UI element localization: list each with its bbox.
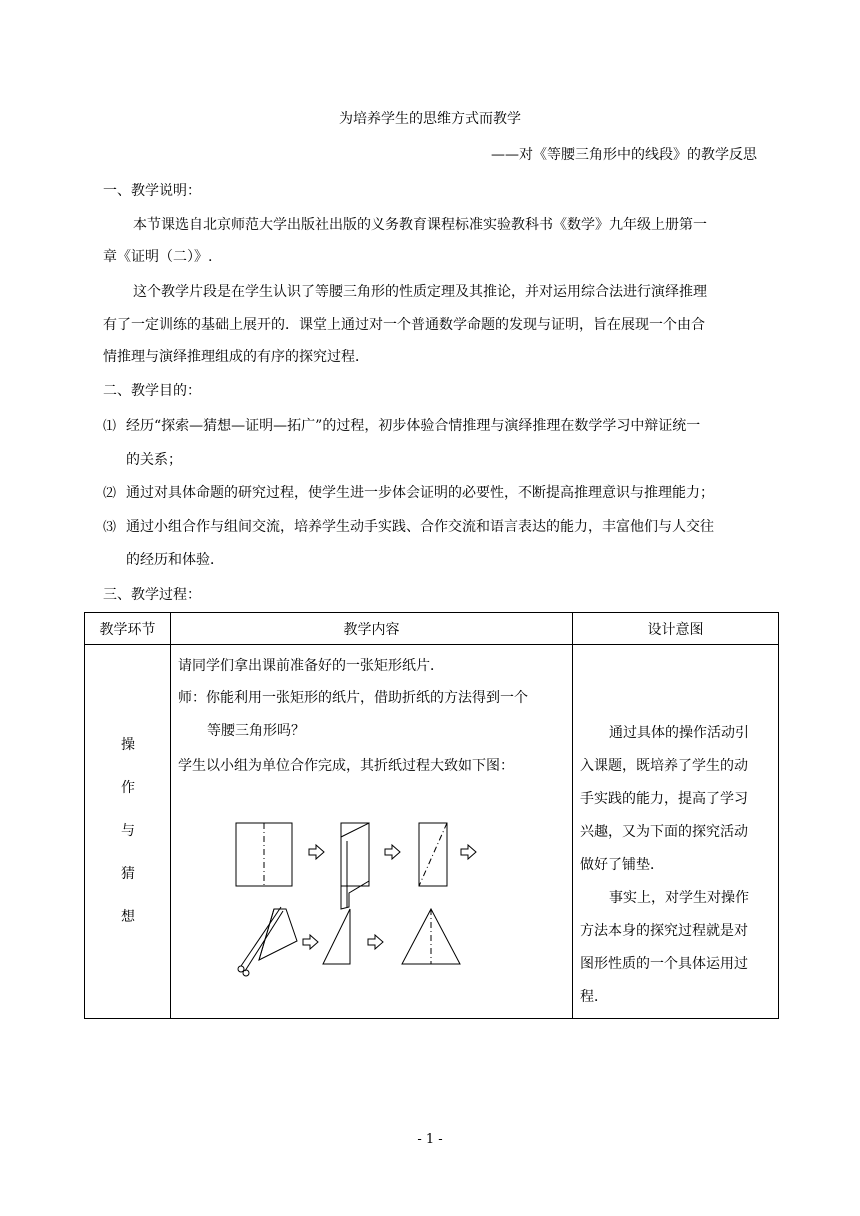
- intent-line-3: 手实践的能力，提高了学习: [580, 791, 748, 807]
- section1-para1-line2: 章《证明（二）》.: [103, 249, 213, 265]
- content-line-3: 等腰三角形吗？: [207, 723, 305, 739]
- stage-char-3: 与: [121, 823, 135, 839]
- goal-2-line1: 通过对具体命题的研究过程，使学生进一步体会证明的必要性，不断提高推理意识与推理能力；: [126, 485, 714, 501]
- goal-1-line2: 的关系；: [126, 452, 182, 468]
- stage-char-1: 操: [121, 737, 135, 753]
- goal-2-number: ⑵: [103, 486, 117, 501]
- section1-para2-line1: 这个教学片段是在学生认识了等腰三角形的性质定理及其推论，并对运用综合法进行演绎推理: [133, 284, 707, 300]
- goal-3-number: ⑶: [103, 520, 117, 535]
- folded-paper-figure: [341, 823, 369, 909]
- goal-1-line1: 经历“探索—猜想—证明—拓广”的过程，初步体验合情推理与演绎推理在数学学习中辩证统一: [126, 418, 701, 434]
- header-intent: 设计意图: [573, 613, 779, 645]
- stage-cell: [85, 645, 171, 1019]
- document-title: 为培养学生的思维方式而教学: [339, 111, 521, 127]
- teaching-process-table: [84, 612, 779, 1019]
- arrow-icon: [303, 935, 318, 949]
- section1-para2-line3: 情推理与演绎推理组成的有序的探究过程．: [103, 349, 369, 365]
- section1-para2-line2: 有了一定训练的基础上展开的．课堂上通过对一个普通数学命题的发现与证明，旨在展现一个由合: [103, 317, 705, 333]
- goal-3-line1: 通过小组合作与组间交流，培养学生动手实践、合作交流和语言表达的能力，丰富他们与人交往: [126, 519, 714, 535]
- intent-line-1: 通过具体的操作活动引: [609, 725, 749, 741]
- page-number: - 1 -: [417, 1132, 443, 1147]
- intent-line-8: 图形性质的一个具体运用过: [580, 956, 748, 972]
- intent-cell: [573, 645, 779, 1019]
- arrow-icon: [461, 845, 476, 859]
- rectangle-paper-figure: [236, 823, 292, 886]
- goal-3-line2: 的经历和体验．: [126, 552, 224, 568]
- cutting-figure: [238, 907, 297, 976]
- table-row: [85, 645, 779, 1019]
- content-line-2: 师：你能利用一张矩形的纸片，借助折纸的方法得到一个: [178, 690, 528, 706]
- content-cell: [171, 645, 573, 1019]
- goal-1-number: ⑴: [103, 419, 117, 434]
- header-content: 教学内容: [171, 613, 573, 645]
- stage-char-4: 猜: [121, 866, 135, 882]
- section2-heading: 二、教学目的：: [103, 383, 201, 399]
- paper-folding-diagram: [171, 783, 573, 983]
- intent-line-7: 方法本身的探究过程就是对: [580, 923, 748, 939]
- right-triangle-figure: [323, 909, 350, 964]
- table-header-row: [85, 613, 779, 645]
- arrow-icon: [368, 935, 383, 949]
- section3-heading: 三、教学过程：: [103, 587, 201, 603]
- header-stage: 教学环节: [85, 613, 171, 645]
- arrow-icon: [385, 845, 400, 859]
- section1-para1-line1: 本节课选自北京师范大学出版社出版的义务教育课程标准实验教科书《数学》九年级上册第一: [133, 217, 707, 233]
- intent-line-2: 入课题，既培养了学生的动: [580, 758, 748, 774]
- content-line-1: 请同学们拿出课前准备好的一张矩形纸片．: [178, 658, 444, 674]
- intent-line-5: 做好了铺垫．: [580, 857, 664, 873]
- intent-line-4: 兴趣，又为下面的探究活动: [580, 824, 748, 840]
- section1-heading: 一、教学说明：: [103, 183, 201, 199]
- content-line-4: 学生以小组为单位合作完成，其折纸过程大致如下图：: [178, 758, 514, 774]
- arrow-icon: [309, 845, 324, 859]
- stage-char-5: 想: [121, 909, 135, 925]
- intent-line-9: 程．: [580, 989, 608, 1005]
- diagonal-fold-figure: [419, 823, 447, 886]
- stage-char-2: 作: [121, 780, 135, 796]
- intent-line-6: 事实上，对学生对操作: [609, 890, 749, 906]
- document-subtitle: ——对《等腰三角形中的线段》的教学反思: [491, 147, 757, 163]
- isosceles-triangle-figure: [402, 909, 460, 964]
